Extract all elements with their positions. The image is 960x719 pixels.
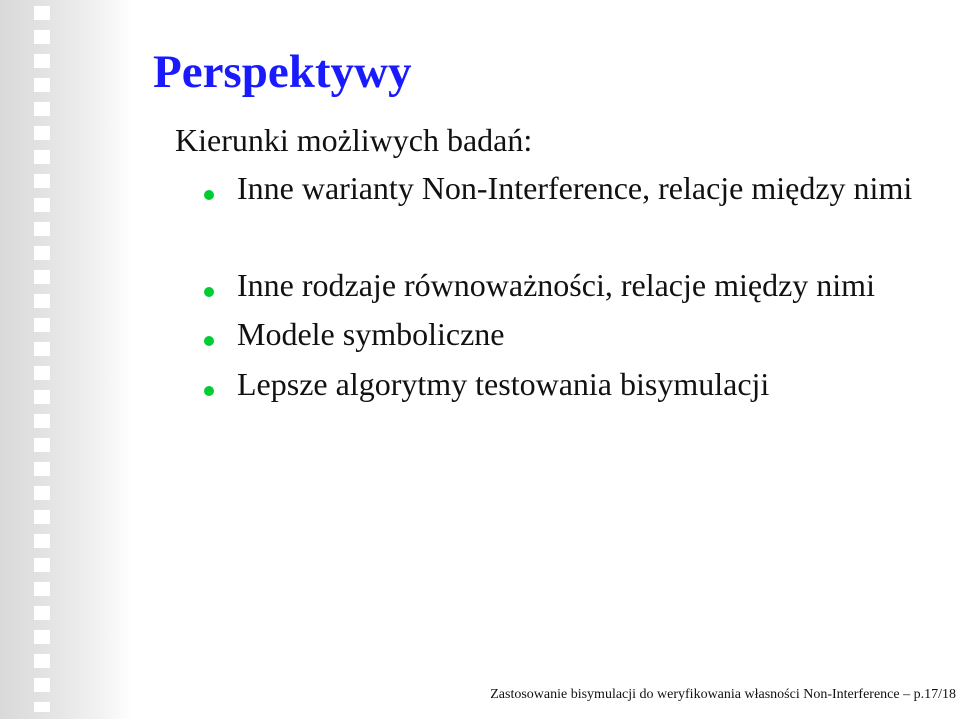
bullet-text: Lepsze algorytmy testowania bisymulacji — [237, 366, 770, 402]
intro-text: Kierunki możliwych badań: — [175, 122, 533, 158]
decorative-square-column — [34, 6, 50, 712]
bullet-dot-icon — [204, 336, 214, 346]
left-decorative-stripe — [0, 0, 132, 719]
bullet-text: Inne rodzaje równoważności, relacje między nimi — [237, 267, 875, 303]
bullet-dot-icon — [204, 287, 214, 297]
bullet-dot-icon — [204, 386, 214, 396]
slide-footer: Zastosowanie bisymulacji do weryfikowania własności Non-Interference – p.17/18 — [490, 687, 956, 702]
slide-title: Perspektywy — [153, 46, 412, 98]
bullet-text: Modele symboliczne — [237, 316, 505, 352]
bullet-dot-icon — [204, 190, 214, 200]
bullet-text: Inne warianty Non-Interference, relacje między nimi — [237, 170, 913, 206]
